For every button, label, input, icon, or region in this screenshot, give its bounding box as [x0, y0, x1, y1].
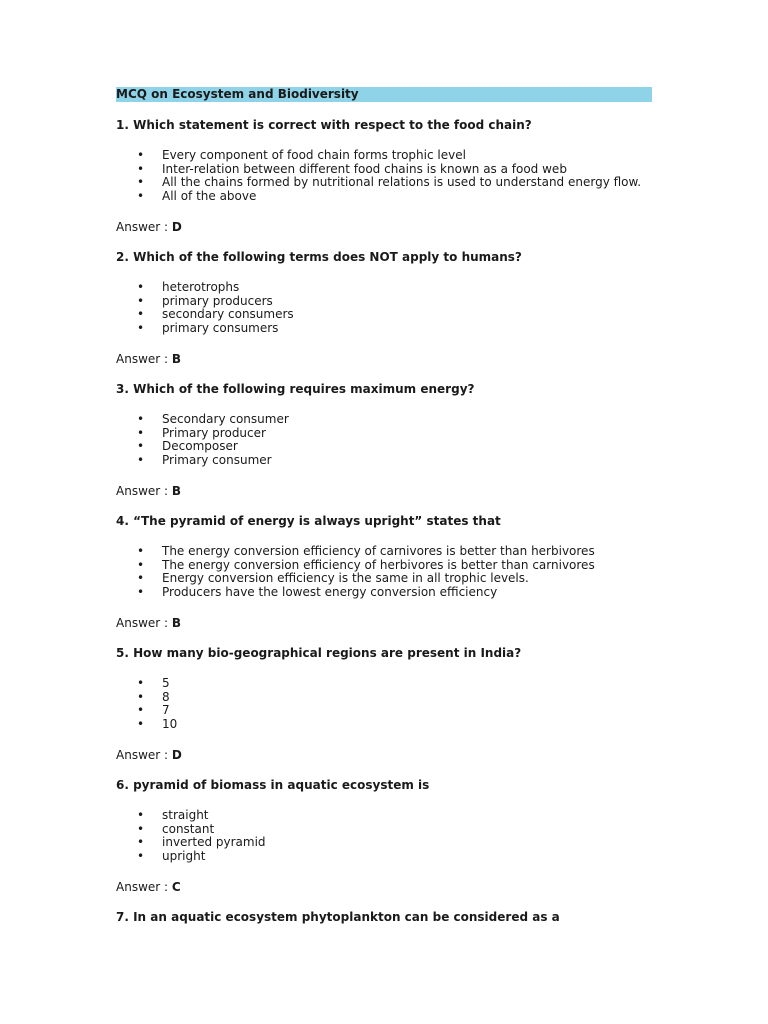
option-item: [116, 454, 652, 468]
option-item: [116, 572, 652, 586]
question-1: 1. Which statement is correct with respect to the food chain?: [116, 118, 532, 132]
option-text: straight: [162, 808, 209, 822]
option-item: [116, 308, 652, 322]
bullet-icon: •: [137, 439, 145, 453]
option-text: Decomposer: [162, 439, 238, 453]
option-text: All of the above: [162, 188, 257, 203]
answer-5: [116, 748, 652, 762]
question-4: 4. “The pyramid of energy is always upright” states that: [116, 514, 501, 528]
bullet-icon: •: [137, 557, 145, 572]
answer-value: D: [171, 220, 182, 234]
option-item: [116, 427, 652, 441]
bullet-icon: •: [137, 452, 145, 467]
option-text: primary producers: [162, 293, 273, 308]
option-text: primary consumers: [162, 320, 279, 335]
option-item: [116, 149, 652, 163]
option-item: [116, 413, 652, 427]
option-text: 7: [162, 703, 170, 717]
options-list-3: [116, 413, 652, 467]
question-7: 7. In an aquatic ecosystem phytoplankton can be considered as a: [116, 910, 560, 924]
option-text: Inter-relation between different food chains is known as a food web: [162, 161, 567, 176]
answer-3: [116, 484, 652, 498]
options-list-4: [116, 545, 652, 599]
bullet-icon: •: [137, 821, 145, 836]
bullet-icon: •: [137, 676, 145, 690]
bullet-icon: •: [137, 584, 145, 599]
bullet-icon: •: [137, 293, 145, 308]
option-text: 5: [162, 676, 170, 690]
option-text: All the chains formed by nutritional relations is used to understand energy flow.: [162, 175, 642, 189]
bullet-icon: •: [137, 412, 145, 426]
option-text: inverted pyramid: [162, 835, 266, 849]
answer-label: Answer :: [116, 616, 172, 630]
option-text: Energy conversion efficiency is the same in all trophic levels.: [162, 571, 529, 585]
answer-label: Answer :: [116, 484, 172, 498]
options-list-1: [116, 149, 652, 203]
question-5: 5. How many bio-geographical regions are present in India?: [116, 646, 522, 660]
option-item: [116, 559, 652, 573]
bullet-icon: •: [137, 188, 145, 203]
bullet-icon: •: [137, 161, 145, 176]
answer-label: Answer :: [116, 220, 172, 234]
option-item: [116, 176, 652, 190]
bullet-icon: •: [137, 808, 145, 822]
options-list-5: [116, 677, 652, 731]
option-item: [116, 836, 652, 850]
bullet-icon: •: [137, 148, 145, 162]
options-list-2: [116, 281, 652, 335]
option-text: 10: [162, 716, 178, 731]
option-text: secondary consumers: [162, 307, 294, 321]
document-page: [116, 87, 652, 941]
option-text: constant: [162, 821, 215, 836]
option-text: Every component of food chain forms trophic level: [162, 148, 466, 162]
option-text: The energy conversion efficiency of carnivores is better than herbivores: [162, 544, 595, 558]
option-item: [116, 691, 652, 705]
option-item: [116, 163, 652, 177]
document-title: MCQ on Ecosystem and Biodiversity: [116, 87, 652, 102]
option-item: [116, 586, 652, 600]
options-list-6: [116, 809, 652, 863]
answer-label: Answer :: [116, 352, 172, 366]
bullet-icon: •: [137, 571, 145, 585]
answer-value: B: [171, 616, 182, 630]
bullet-icon: •: [137, 280, 145, 294]
bullet-icon: •: [137, 544, 145, 558]
answer-value: C: [171, 880, 181, 894]
bullet-icon: •: [137, 689, 145, 704]
option-item: [116, 809, 652, 823]
question-2: 2. Which of the following terms does NOT apply to humans?: [116, 250, 522, 264]
bullet-icon: •: [137, 307, 145, 321]
answer-2: [116, 352, 652, 366]
option-item: [116, 545, 652, 559]
option-text: Primary producer: [162, 425, 266, 440]
answer-1: [116, 220, 652, 234]
option-item: [116, 322, 652, 336]
bullet-icon: •: [137, 425, 145, 440]
option-item: [116, 823, 652, 837]
option-item: [116, 850, 652, 864]
option-item: [116, 440, 652, 454]
question-6: 6. pyramid of biomass in aquatic ecosystem is: [116, 778, 430, 792]
option-text: Producers have the lowest energy conversion efficiency: [162, 584, 498, 599]
option-item: [116, 281, 652, 295]
bullet-icon: •: [137, 716, 145, 731]
question-3: 3. Which of the following requires maximum energy?: [116, 382, 475, 396]
option-text: Primary consumer: [162, 452, 272, 467]
option-item: [116, 295, 652, 309]
option-text: upright: [162, 848, 206, 863]
option-text: Secondary consumer: [162, 412, 289, 426]
bullet-icon: •: [137, 835, 145, 849]
option-text: The energy conversion efficiency of herbivores is better than carnivores: [162, 557, 595, 572]
bullet-icon: •: [137, 320, 145, 335]
option-item: [116, 190, 652, 204]
bullet-icon: •: [137, 703, 145, 717]
answer-value: D: [171, 748, 182, 762]
bullet-icon: •: [137, 175, 145, 189]
option-text: 8: [162, 689, 170, 704]
answer-value: B: [171, 484, 182, 498]
option-item: [116, 704, 652, 718]
option-item: [116, 718, 652, 732]
bullet-icon: •: [137, 848, 145, 863]
option-item: [116, 677, 652, 691]
answer-4: [116, 616, 652, 630]
answer-6: [116, 880, 652, 894]
answer-value: B: [171, 352, 182, 366]
answer-label: Answer :: [116, 880, 172, 894]
answer-label: Answer :: [116, 748, 172, 762]
option-text: heterotrophs: [162, 280, 240, 294]
